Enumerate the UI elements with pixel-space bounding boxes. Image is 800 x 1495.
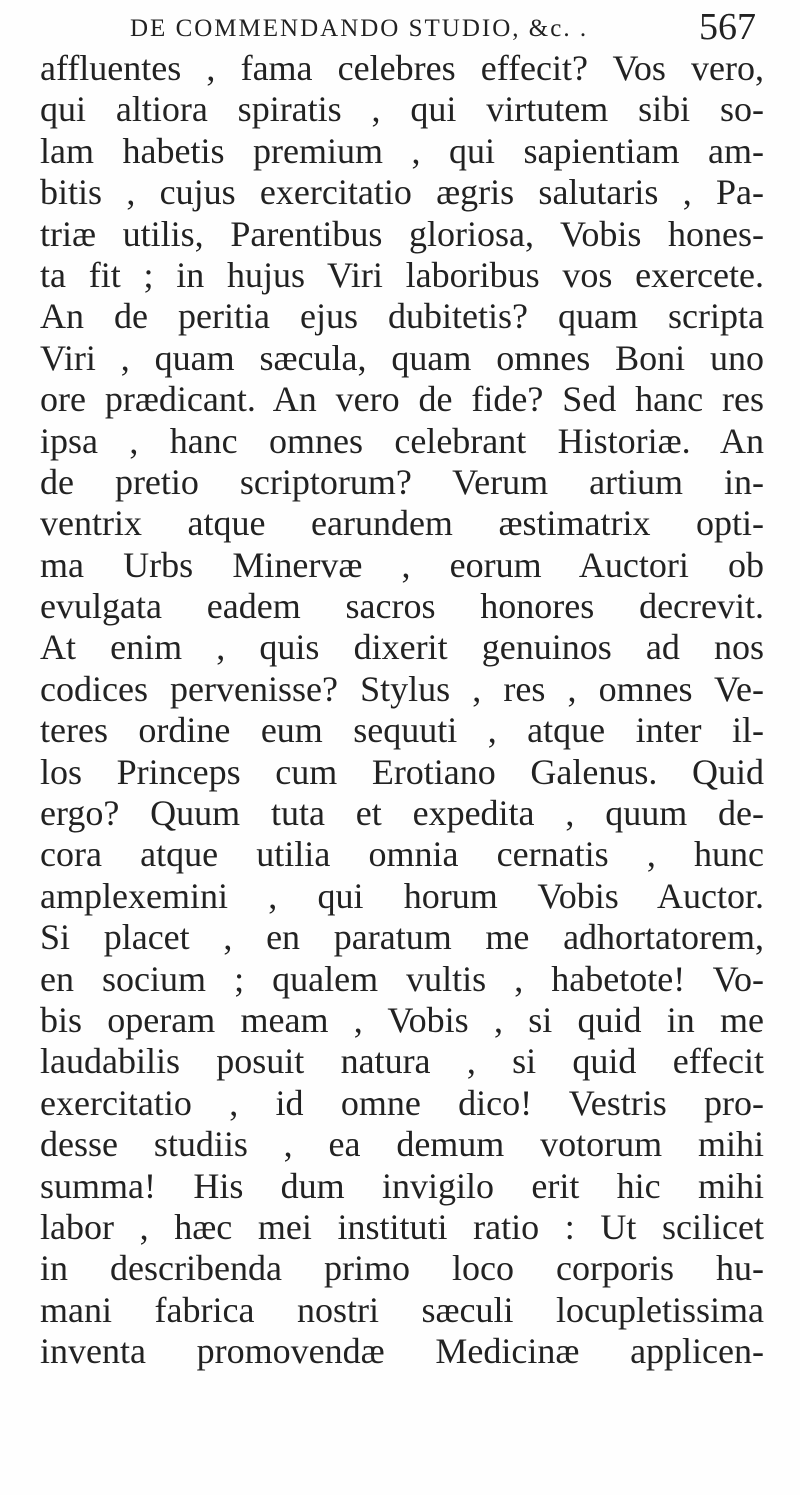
text-line: in describenda primo loco corporis hu-: [40, 1248, 764, 1289]
text-line: Viri , quam sæcula, quam omnes Boni uno: [40, 337, 764, 378]
text-line: exercitatio , id omne dico! Vestris pro-: [40, 1082, 764, 1123]
running-head: DE COMMENDANDO STUDIO, &c. .: [130, 15, 589, 42]
text-line: lam habetis premium , qui sapientiam am-: [40, 130, 764, 171]
text-line: amplexemini , qui horum Vobis Auctor.: [40, 875, 764, 916]
text-line: summa! His dum invigilo erit hic mihi: [40, 1165, 764, 1206]
text-line: ipsa , hanc omnes celebrant Historiæ. An: [40, 420, 764, 461]
text-line: inventa promovendæ Medicinæ applicen-: [40, 1331, 764, 1372]
text-line: ta fit ; in hujus Viri laboribus vos exercete.: [40, 254, 764, 295]
text-line: cora atque utilia omnia cernatis , hunc: [40, 834, 764, 875]
page-number: 567: [699, 6, 756, 48]
text-line: los Princeps cum Erotiano Galenus. Quid: [40, 751, 764, 792]
text-line: At enim , quis dixerit genuinos ad nos: [40, 627, 764, 668]
text-line: qui altiora spiratis , qui virtutem sibi so-: [40, 89, 764, 130]
text-line: laudabilis posuit natura , si quid effecit: [40, 1041, 764, 1082]
text-line: An de peritia ejus dubitetis? quam scripta: [40, 296, 764, 337]
text-line: desse studiis , ea demum votorum mihi: [40, 1124, 764, 1165]
text-line: Si placet , en paratum me adhortatorem,: [40, 917, 764, 958]
text-line: bitis , cujus exercitatio ægris salutaris , Pa-: [40, 172, 764, 213]
text-line: triæ utilis, Parentibus gloriosa, Vobis hones-: [40, 213, 764, 254]
text-line: ma Urbs Minervæ , eorum Auctori ob: [40, 544, 764, 585]
text-line: labor , hæc mei instituti ratio : Ut scilicet: [40, 1206, 764, 1247]
text-line: mani fabrica nostri sæculi locupletissima: [40, 1289, 764, 1330]
text-line: de pretio scriptorum? Verum artium in-: [40, 461, 764, 502]
text-line: teres ordine eum sequuti , atque inter il-: [40, 710, 764, 751]
text-line: affluentes , fama celebres effecit? Vos vero,: [40, 48, 764, 88]
text-line: codices pervenisse? Stylus , res , omnes Ve-: [40, 668, 764, 709]
text-line: ergo? Quum tuta et expedita , quum de-: [40, 793, 764, 834]
text-line: ventrix atque earundem æstimatrix opti-: [40, 503, 764, 544]
text-line: evulgata eadem sacros honores decrevit.: [40, 586, 764, 627]
text-line: ore prædicant. An vero de fide? Sed hanc res: [40, 379, 764, 420]
text-line: bis operam meam , Vobis , si quid in me: [40, 999, 764, 1040]
text-line: en socium ; qualem vultis , habetote! Vo-: [40, 958, 764, 999]
body-text: [40, 48, 764, 1373]
